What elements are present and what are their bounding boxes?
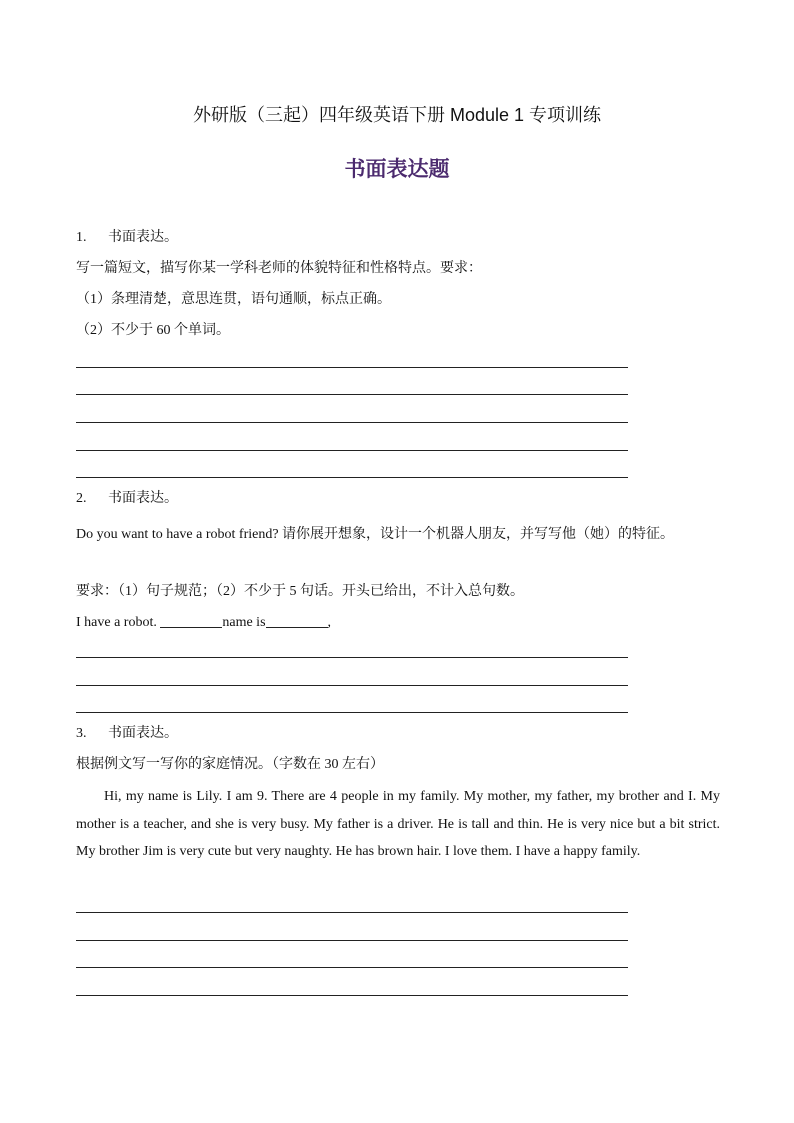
q2-answer-line-3[interactable] xyxy=(76,712,628,713)
q3-heading: 书面表达。 xyxy=(108,726,178,741)
q2-starter-b: name is xyxy=(222,615,266,630)
q3-heading-row xyxy=(76,724,178,744)
q2-heading-row xyxy=(76,489,178,509)
q1-answer-line-5[interactable] xyxy=(76,477,628,478)
q3-answer-line-3[interactable] xyxy=(76,967,628,968)
q1-answer-line-2[interactable] xyxy=(76,394,628,395)
q1-answer-line-4[interactable] xyxy=(76,450,628,451)
q3-prompt: 根据例文写一写你的家庭情况。（字数在 30 左右） xyxy=(76,757,384,772)
page-subtitle: 书面表达题 xyxy=(344,156,450,181)
page-title: 外研版（三起）四年级英语下册 Module 1 专项训练 xyxy=(192,105,602,125)
q3-example-paragraph: Hi, my name is Lily. I am 9. There are 4 people in my family. My mother, my father, my brother and I. My mother is a teacher, and she is very busy. My father is a driver. He is tall and thin. He is very nice but a bit strict. My brother Jim is very cute but very naughty. He has brown hair. I love them. I have a happy family. xyxy=(76,789,720,859)
q2-heading: 书面表达。 xyxy=(108,491,178,506)
q1-number: 1. xyxy=(76,230,87,245)
q1-heading-row xyxy=(76,228,178,248)
q1-requirement-1: （1）条理清楚，意思连贯，语句通顺，标点正确。 xyxy=(76,292,391,307)
q2-blank-1[interactable] xyxy=(160,613,222,628)
q3-answer-line-2[interactable] xyxy=(76,940,628,941)
q3-answer-line-4[interactable] xyxy=(76,995,628,996)
q2-requirements: 要求：（1）句子规范；（2）不少于 5 句话。开头已给出，不计入总句数。 xyxy=(76,584,524,599)
q2-blank-2[interactable] xyxy=(266,613,328,628)
q1-heading: 书面表达。 xyxy=(108,230,178,245)
q2-number: 2. xyxy=(76,491,87,506)
q2-answer-line-2[interactable] xyxy=(76,685,628,686)
q1-answer-line-1[interactable] xyxy=(76,367,628,368)
q2-prompt: Do you want to have a robot friend? 请你展开想象，设计一个机器人朋友，并写写他（她）的特征。 xyxy=(76,527,675,542)
q2-answer-line-1[interactable] xyxy=(76,657,628,658)
q1-answer-line-3[interactable] xyxy=(76,422,628,423)
q1-requirement-2: （2）不少于 60 个单词。 xyxy=(76,323,230,338)
q2-starter-a: I have a robot. xyxy=(76,615,157,630)
q1-prompt: 写一篇短文，描写你某一学科老师的体貌特征和性格特点。要求： xyxy=(76,261,482,276)
q2-starter-c: , xyxy=(327,615,332,630)
q3-number: 3. xyxy=(76,726,87,741)
q2-starter-sentence xyxy=(76,613,331,633)
q3-answer-line-1[interactable] xyxy=(76,912,628,913)
